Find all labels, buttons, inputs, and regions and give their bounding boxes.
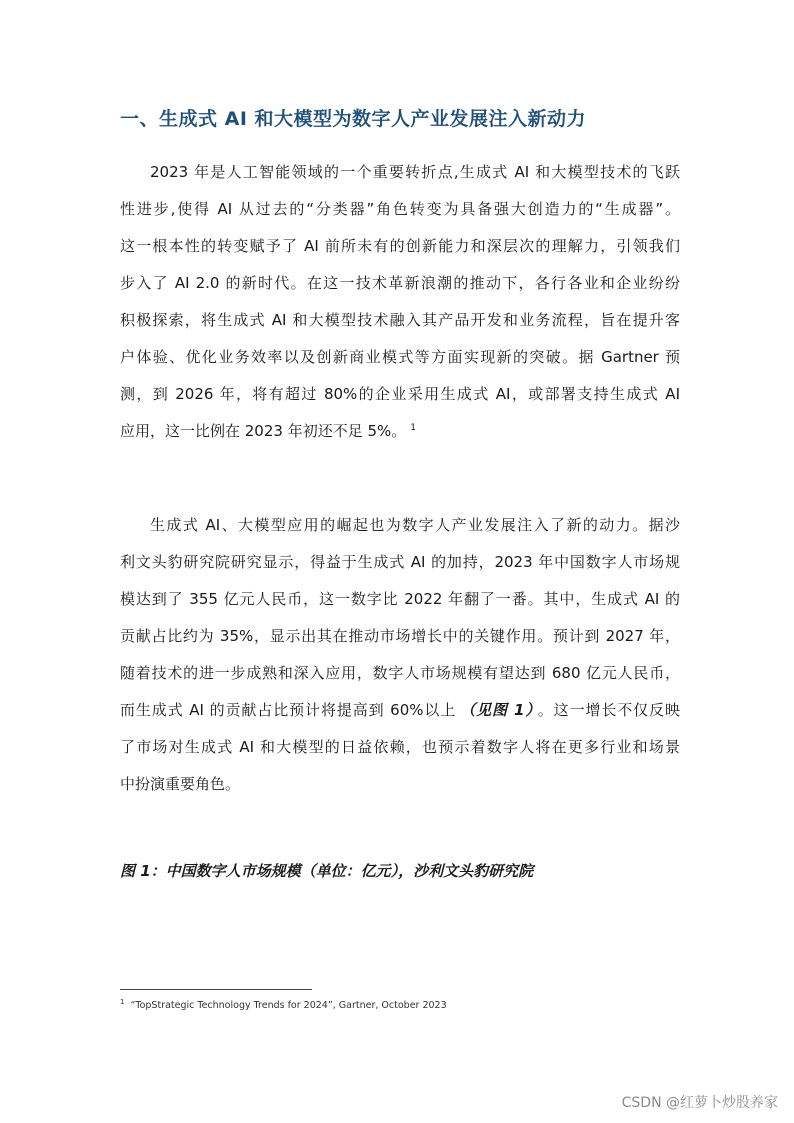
paragraph-line-with-reference xyxy=(120,695,680,732)
figure-caption: 图 1：中国数字人市场规模（单位：亿元），沙利文头豹研究院 xyxy=(120,862,534,880)
paragraph-line: 贡献占比约为 35%，显示出其在推动市场增长中的关键作用。预计到 2027 年， xyxy=(120,627,680,645)
paragraph-line: 了市场对生成式 AI 和大模型的日益依赖，也预示着数字人将在更多行业和场景 xyxy=(120,738,680,756)
paragraph-line: 性进步,使得 AI 从过去的“分类器”角色转变为具备强大创造力的“生成器”。 xyxy=(120,200,680,218)
figure-reference[interactable]: （见图 1） xyxy=(460,701,534,719)
paragraph-line-last xyxy=(120,416,680,453)
footnote-text: “TopStrategic Technology Trends for 2024”, Gartner, October 2023 xyxy=(130,1000,447,1012)
paragraph-line: 2023 年是人工智能领域的一个重要转折点,生成式 AI 和大模型技术的飞跃 xyxy=(150,163,680,181)
footnote-divider xyxy=(120,989,312,990)
paragraph-line-text: 应用，这一比例在 2023 年初还不足 5%。 xyxy=(120,422,407,440)
watermark: CSDN @红萝卜炒股养家 xyxy=(621,1095,778,1111)
paragraph-line: 中扮演重要角色。 xyxy=(120,775,241,793)
paragraph-line: 生成式 AI、大模型应用的崛起也为数字人产业发展注入了新的动力。据沙 xyxy=(150,516,680,534)
paragraph-line-text: 而生成式 AI 的贡献占比预计将提高到 60%以上 xyxy=(120,701,457,719)
paragraph-1 xyxy=(120,157,680,453)
paragraph-line: 利文头豹研究院研究显示，得益于生成式 AI 的加持，2023 年中国数字人市场规 xyxy=(120,553,680,571)
paragraph-line: 户体验、优化业务效率以及创新商业模式等方面实现新的突破。据 Gartner 预 xyxy=(120,348,680,366)
paragraph-line: 随着技术的进一步成熟和深入应用，数字人市场规模有望达到 680 亿元人民币， xyxy=(120,664,680,682)
paragraph-line: 积极探索，将生成式 AI 和大模型技术融入其产品开发和业务流程，旨在提升客 xyxy=(120,311,680,329)
section-heading: 一、生成式 AI 和大模型为数字人产业发展注入新动力 xyxy=(120,108,587,130)
footnote-number: 1 xyxy=(120,998,125,1006)
paragraph-line: 测，到 2026 年，将有超过 80%的企业采用生成式 AI，或部署支持生成式 AI xyxy=(120,385,680,403)
paragraph-line: 这一根本性的转变赋予了 AI 前所未有的创新能力和深层次的理解力，引领我们 xyxy=(120,237,680,255)
footnote-marker[interactable]: 1 xyxy=(410,423,417,433)
paragraph-line: 步入了 AI 2.0 的新时代。在这一技术革新浪潮的推动下，各行各业和企业纷纷 xyxy=(120,274,680,292)
paragraph-line-text: 。这一增长不仅反映 xyxy=(537,701,680,719)
footnote xyxy=(120,998,447,1011)
paragraph-line: 模达到了 355 亿元人民币，这一数字比 2022 年翻了一番。其中，生成式 AI 的 xyxy=(120,590,680,608)
paragraph-2 xyxy=(120,510,680,806)
